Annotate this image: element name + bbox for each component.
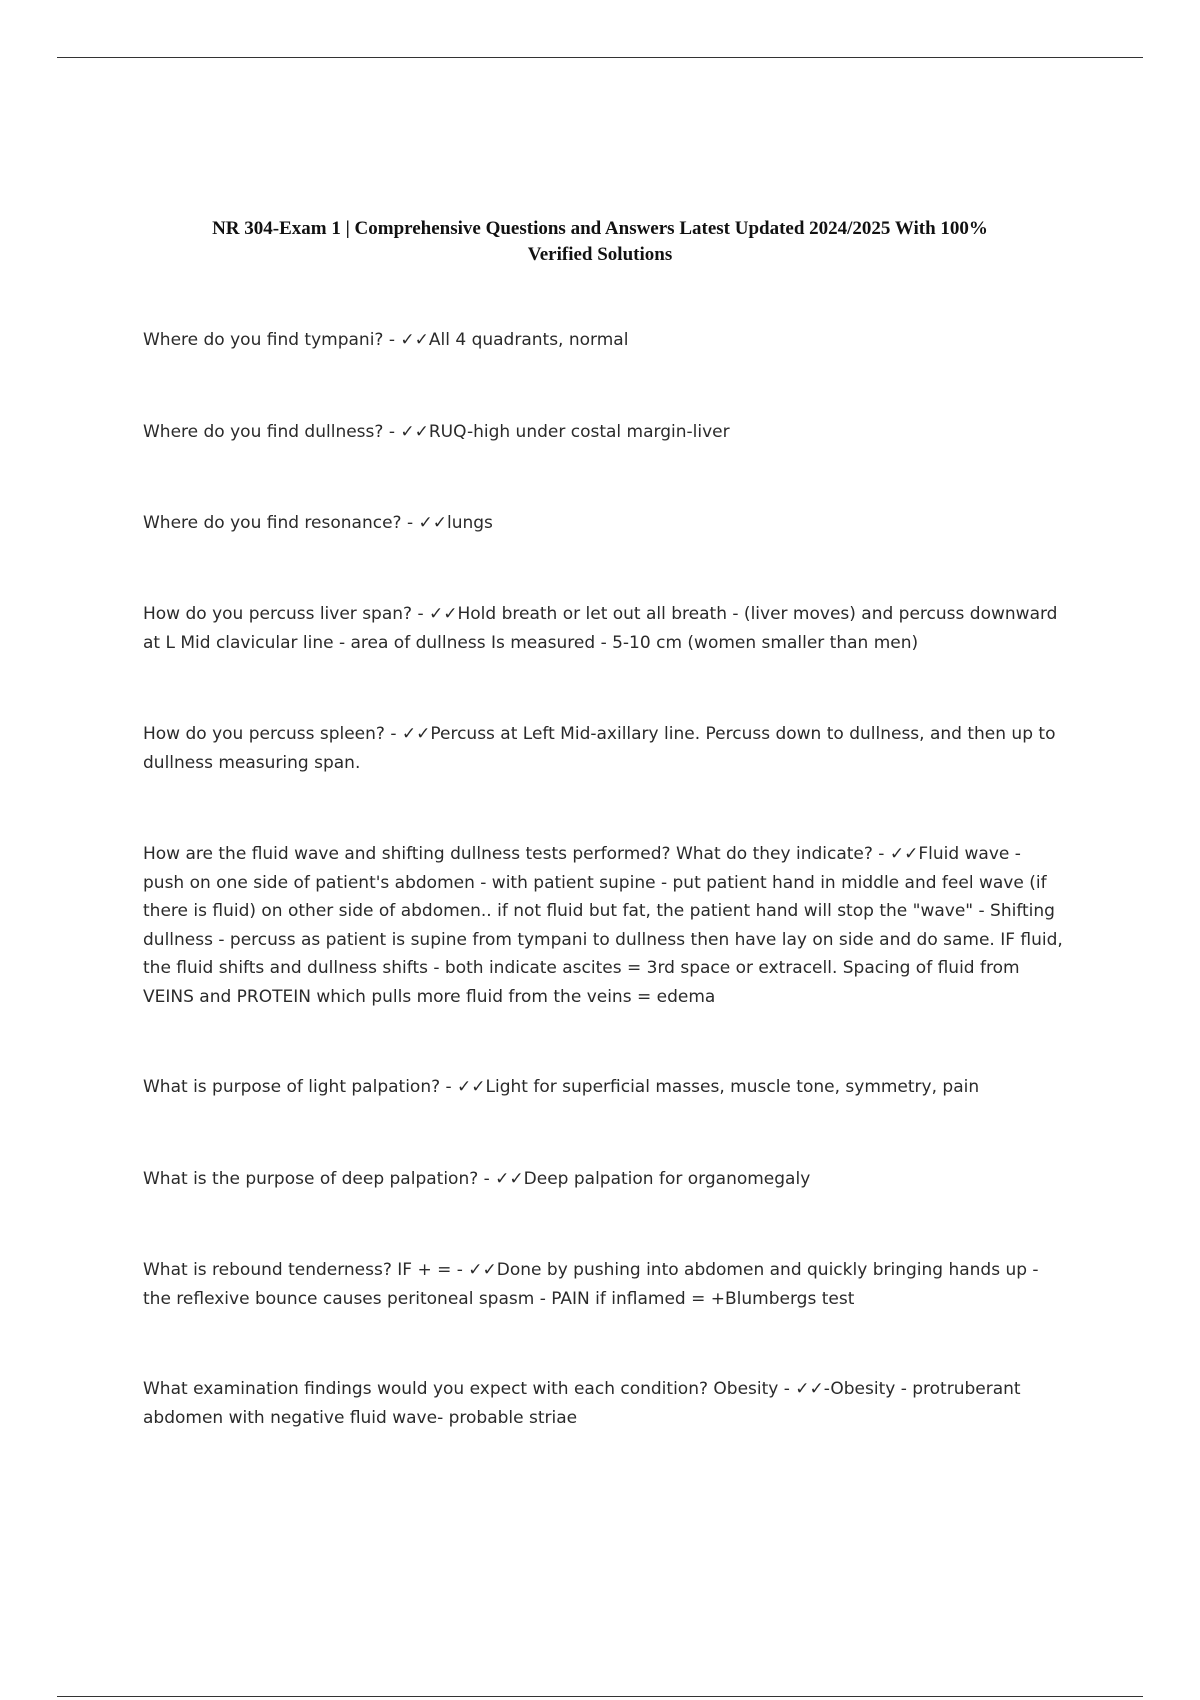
title-line-1: NR 304-Exam 1 | Comprehensive Questions and Answers Latest Updated 2024/2025 With 100% <box>212 218 988 239</box>
qa-item-liver-span: How do you percuss liver span? - ✓✓Hold breath or let out all breath - (liver moves) and percuss downward at L Mid clavicular line - area of dullness Is measured - 5-10 cm (women smaller than men) <box>143 604 1058 653</box>
document-title <box>120 216 1080 268</box>
qa-item-dullness: Where do you find dullness? - ✓✓RUQ-high under costal margin-liver <box>143 422 730 442</box>
top-rule <box>57 57 1143 58</box>
qa-item-fluid-wave: How are the fluid wave and shifting dullness tests performed? What do they indicate? - ✓✓Fluid wave - push on one side of patient's abdomen - with patient supine - put patient hand in middle and feel wave (if there is fluid) on other side of abdomen.. if not fluid but fat, the patient hand will stop the "wave" - Shifting dullness - percuss as patient is supine from tympani to dullness then have lay on side and do same. IF fluid, the fluid shifts and dullness shifts - both indicate ascites = 3rd space or extracell. Spacing of fluid from VEINS and PROTEIN which pulls more fluid from the veins = edema <box>143 844 1063 1007</box>
qa-item-light-palpation: What is purpose of light palpation? - ✓✓Light for superficial masses, muscle tone, symmetry, pain <box>143 1077 980 1097</box>
qa-item-deep-palpation: What is the purpose of deep palpation? - ✓✓Deep palpation for organomegaly <box>143 1169 811 1189</box>
bottom-rule <box>57 1696 1143 1697</box>
qa-item-resonance: Where do you find resonance? - ✓✓lungs <box>143 513 493 533</box>
title-line-2: Verified Solutions <box>527 244 673 265</box>
qa-item-rebound-tenderness: What is rebound tenderness? IF + = - ✓✓Done by pushing into abdomen and quickly bringing hands up - the reflexive bounce causes peritoneal spasm - PAIN if inflamed = +Blumbergs test <box>143 1260 1039 1309</box>
qa-item-tympani: Where do you find tympani? - ✓✓All 4 quadrants, normal <box>143 330 629 350</box>
qa-item-spleen: How do you percuss spleen? - ✓✓Percuss at Left Mid-axillary line. Percuss down to dullness, and then up to dullness measuring span. <box>143 724 1056 773</box>
qa-item-obesity: What examination findings would you expect with each condition? Obesity - ✓✓-Obesity - protruberant abdomen with negative fluid wave- probable striae <box>143 1379 1021 1428</box>
